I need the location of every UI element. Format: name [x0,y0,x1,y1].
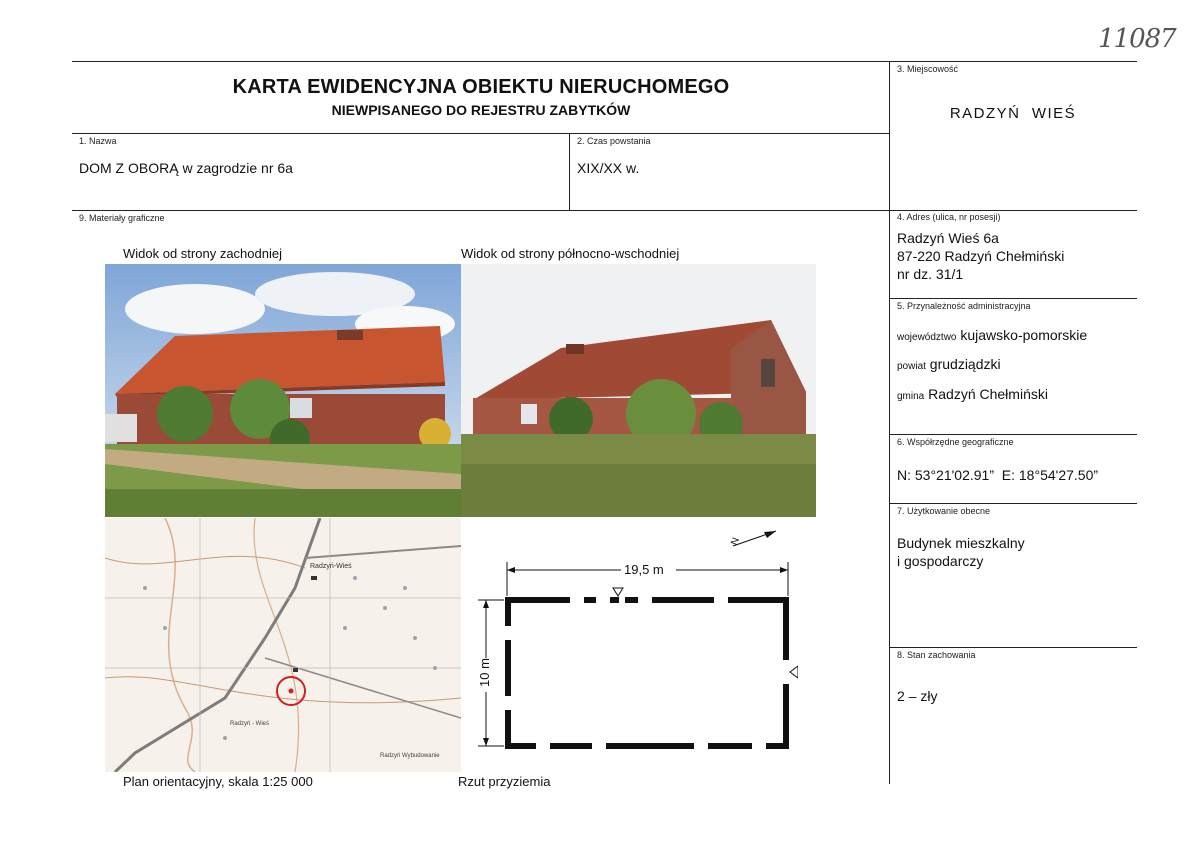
stan-label: 8. Stan zachowania [897,650,976,660]
miejscowosc-label: 3. Miejscowość [897,64,959,74]
right-row-line-6 [889,434,1137,435]
adres-label: 4. Adres (ulica, nr posesji) [897,212,1001,222]
photo-west-view [105,264,461,517]
adres-line1: Radzyń Wieś 6a [897,230,999,246]
nazwa-czas-divider [569,133,570,210]
row1-bottom-line [72,210,1137,211]
gmina-row [897,386,1048,402]
gmina-prefix: gmina [897,391,925,402]
photo-ne-view [461,264,816,517]
map-label-wybudowanie: Radzyń Wybudowanie [380,753,440,759]
stan-value: 2 – zły [897,688,938,704]
miejscowosc-value: RADZYŃ WIEŚ [949,105,1077,122]
adres-line2: 87-220 Radzyń Chełmiński [897,248,1065,264]
czas-value: XIX/XX w. [577,160,640,176]
caption-ne-view: Widok od strony północno-wschodniej [461,246,680,261]
wojewodztwo-prefix: województwo [897,332,957,343]
uzytkowanie-line1: Budynek mieszkalny [897,535,1025,551]
adres-line3: nr dz. 31/1 [897,266,964,282]
north-label: N [729,536,743,547]
right-row-line-7 [889,503,1137,504]
ground-floor-plan [468,520,798,760]
card-subtitle: NIEWPISANEGO DO REJESTRU ZABYTKÓW [331,102,631,118]
powiat-prefix: powiat [897,361,926,372]
top-border [72,61,1137,62]
orientation-map [105,518,461,772]
wspolrzedne-value: N: 53°21'02.91” E: 18°54'27.50” [897,467,1099,483]
right-row-line-5 [889,298,1137,299]
gmina-value: Radzyń Chełmiński [928,386,1048,402]
przynaleznosc-label: 5. Przynależność administracyjna [897,301,1031,311]
uzytkowanie-label: 7. Użytkowanie obecne [897,506,991,516]
plan-height-label: 10 m [476,658,492,687]
wojewodztwo-row [897,327,1087,343]
powiat-value: grudziądzki [929,356,1001,372]
nazwa-label: 1. Nazwa [79,136,117,146]
vertical-divider-right [889,61,890,784]
powiat-row [897,356,1001,372]
nazwa-value: DOM Z OBORĄ w zagrodzie nr 6a [79,160,293,176]
materialy-label: 9. Materiały graficzne [79,213,165,223]
wojewodztwo-value: kujawsko-pomorskie [960,327,1088,343]
wspolrzedne-label: 6. Współrzędne geograficzne [897,437,1014,447]
card-title: KARTA EWIDENCYJNA OBIEKTU NIERUCHOMEGO [232,76,730,98]
handwritten-inventory-number: 11087 [1098,24,1176,54]
map-label-radzyn-wies: Radzyń-Wieś [310,563,352,570]
czas-label: 2. Czas powstania [577,136,651,146]
plan-width-label: 19,5 m [624,562,664,577]
uzytkowanie-line2: i gospodarczy [897,553,984,569]
right-row-line-8 [889,647,1137,648]
map-label-radzyn-wies-2: Radzyń - Wieś [230,721,270,727]
caption-west-view: Widok od strony zachodniej [123,246,282,261]
caption-map: Plan orientacyjny, skala 1:25 000 [123,774,313,789]
caption-plan: Rzut przyziemia [458,774,551,789]
header-bottom-line [72,133,889,134]
